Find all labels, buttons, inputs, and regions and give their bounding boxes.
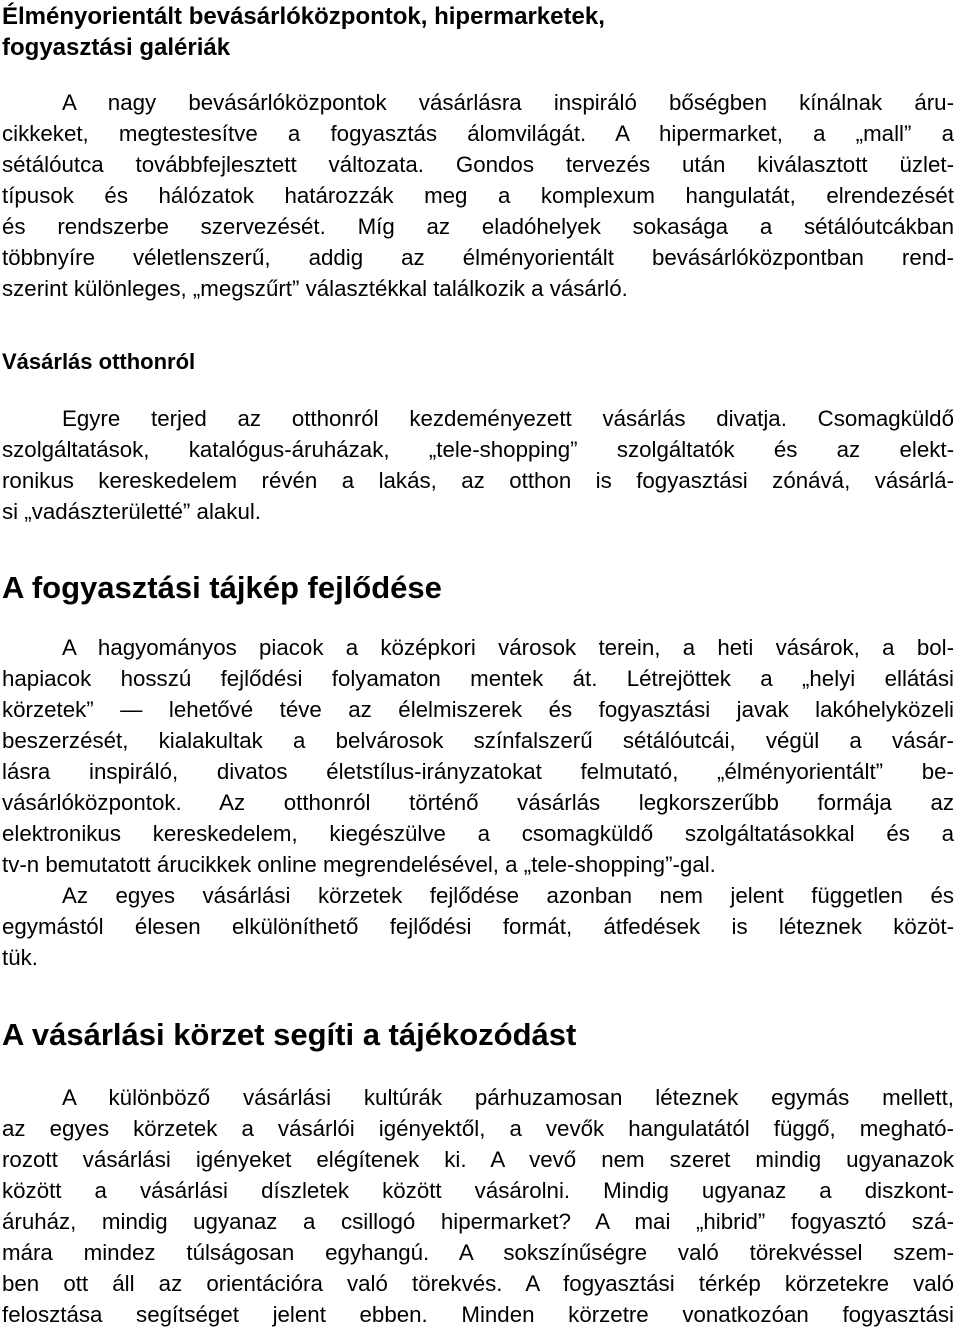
paragraph-bevasarlokozpontok — [2, 87, 954, 304]
text-line: A hagyományos piacok a középkori városok terein, a heti vásárok, a bol- — [62, 635, 954, 660]
text-line: sétálóutca továbbfejlesztett változata. Gondos tervezés után kiválasztott üzlet- — [2, 152, 954, 177]
text-line: szerint különleges, „megszűrt” választékkal találkozik a vásárló. — [2, 276, 628, 301]
text-line: elektronikus kereskedelem, kiegészülve a csomagküldő szolgáltatásokkal és a — [2, 821, 954, 846]
paragraph-korzet — [2, 1082, 954, 1330]
section-heading-vasarlas-otthonrol — [2, 346, 954, 377]
text-line: egymástól élesen elkülöníthető fejlődési formát, átfedések is léteznek közöt- — [2, 914, 954, 939]
text-line: ronikus kereskedelem révén a lakás, az otthon is fogyasztási zónává, vásárlá- — [2, 468, 954, 493]
text-line: Az egyes vásárlási körzetek fejlődése azonban nem jelent független és — [62, 883, 954, 908]
text-line: körzetek” — lehetővé téve az élelmiszerek és fogyasztási javak lakóhelyközeli — [2, 697, 954, 722]
text-line: si „vadászterületté” alakul. — [2, 499, 262, 524]
text-line: vásárlóközpontok. Az otthonról történő vásárlás legkorszerűbb formája az — [2, 790, 954, 815]
heading-line: A vásárlási körzet segíti a tájékozódást — [2, 1017, 577, 1052]
text-line: rozott vásárlási igényeket elégítenek ki. A vevő nem szeret mindig ugyanazok — [2, 1147, 954, 1172]
heading-line: A fogyasztási tájkép fejlődése — [2, 570, 442, 605]
text-line: hapiacok hosszú fejlődési folyamaton mentek át. Létrejöttek a „helyi ellátási — [2, 666, 954, 691]
chapter-heading-vasarlasi-korzet — [2, 1015, 954, 1055]
text-line: áruház, mindig ugyanaz a csillogó hipermarket? A mai „hibrid” fogyasztó szá- — [2, 1209, 954, 1234]
text-line: A különböző vásárlási kultúrák párhuzamosan léteznek egymás mellett, — [62, 1085, 954, 1110]
paragraph-tajkep — [2, 632, 954, 973]
text-line: szolgáltatások, katalógus-áruházak, „tele-shopping” szolgáltatók és az elekt- — [2, 437, 954, 462]
text-line: tv-n bemutatott árucikkek online megrendelésével, a „tele-shopping”-gal. — [2, 852, 716, 877]
heading-line: Élményorientált bevásárlóközpontok, hipermarketek, — [2, 3, 605, 30]
text-line: beszerzését, kialakultak a belvárosok színfalszerű sétálóutcái, végül a vásár- — [2, 728, 954, 753]
text-line: és rendszerbe szervezését. Míg az eladóhelyek sokasága a sétálóutcákban — [2, 214, 954, 239]
text-line: mára mindez túlságosan egyhangú. A sokszínűségre való törekvéssel szem- — [2, 1240, 954, 1265]
text-line: ben ott áll az orientációra való törekvés. A fogyasztási térkép körzetekre való — [2, 1271, 954, 1296]
text-line: A nagy bevásárlóközpontok vásárlásra inspiráló bőségben kínálnak áru- — [62, 90, 954, 115]
section-heading-elmenyorientalt — [2, 1, 954, 63]
text-line: többnyíre véletlenszerű, addig az élményorientált bevásárlóközpontban rend- — [2, 245, 954, 270]
text-line: között a vásárlási díszletek között vásárolni. Mindig ugyanaz a diszkont- — [2, 1178, 954, 1203]
text-line: Egyre terjed az otthonról kezdeményezett vásárlás divatja. Csomagküldő — [62, 406, 954, 431]
text-line: cikkeket, megtestesítve a fogyasztás álomvilágát. A hipermarket, a „mall” a — [2, 121, 954, 146]
text-line: típusok és hálózatok határozzák meg a komplexum hangulatát, elrendezését — [2, 183, 954, 208]
text-line: az egyes körzetek a vásárlói igényektől, a vevők hangulatától függő, megható- — [2, 1116, 954, 1141]
text-line: felosztása segítséget jelent ebben. Minden körzetre vonatkozóan fogyasztási — [2, 1302, 954, 1327]
chapter-heading-fogyasztasi-tajkep — [2, 568, 954, 608]
heading-line: fogyasztási galériák — [2, 34, 231, 61]
heading-line: Vásárlás otthonról — [2, 349, 196, 374]
paragraph-otthonrol — [2, 403, 954, 527]
text-line: lásra inspiráló, divatos életstílus-irányzatokat felmutató, „élményorientált” be- — [2, 759, 954, 784]
text-line: tük. — [2, 945, 38, 970]
